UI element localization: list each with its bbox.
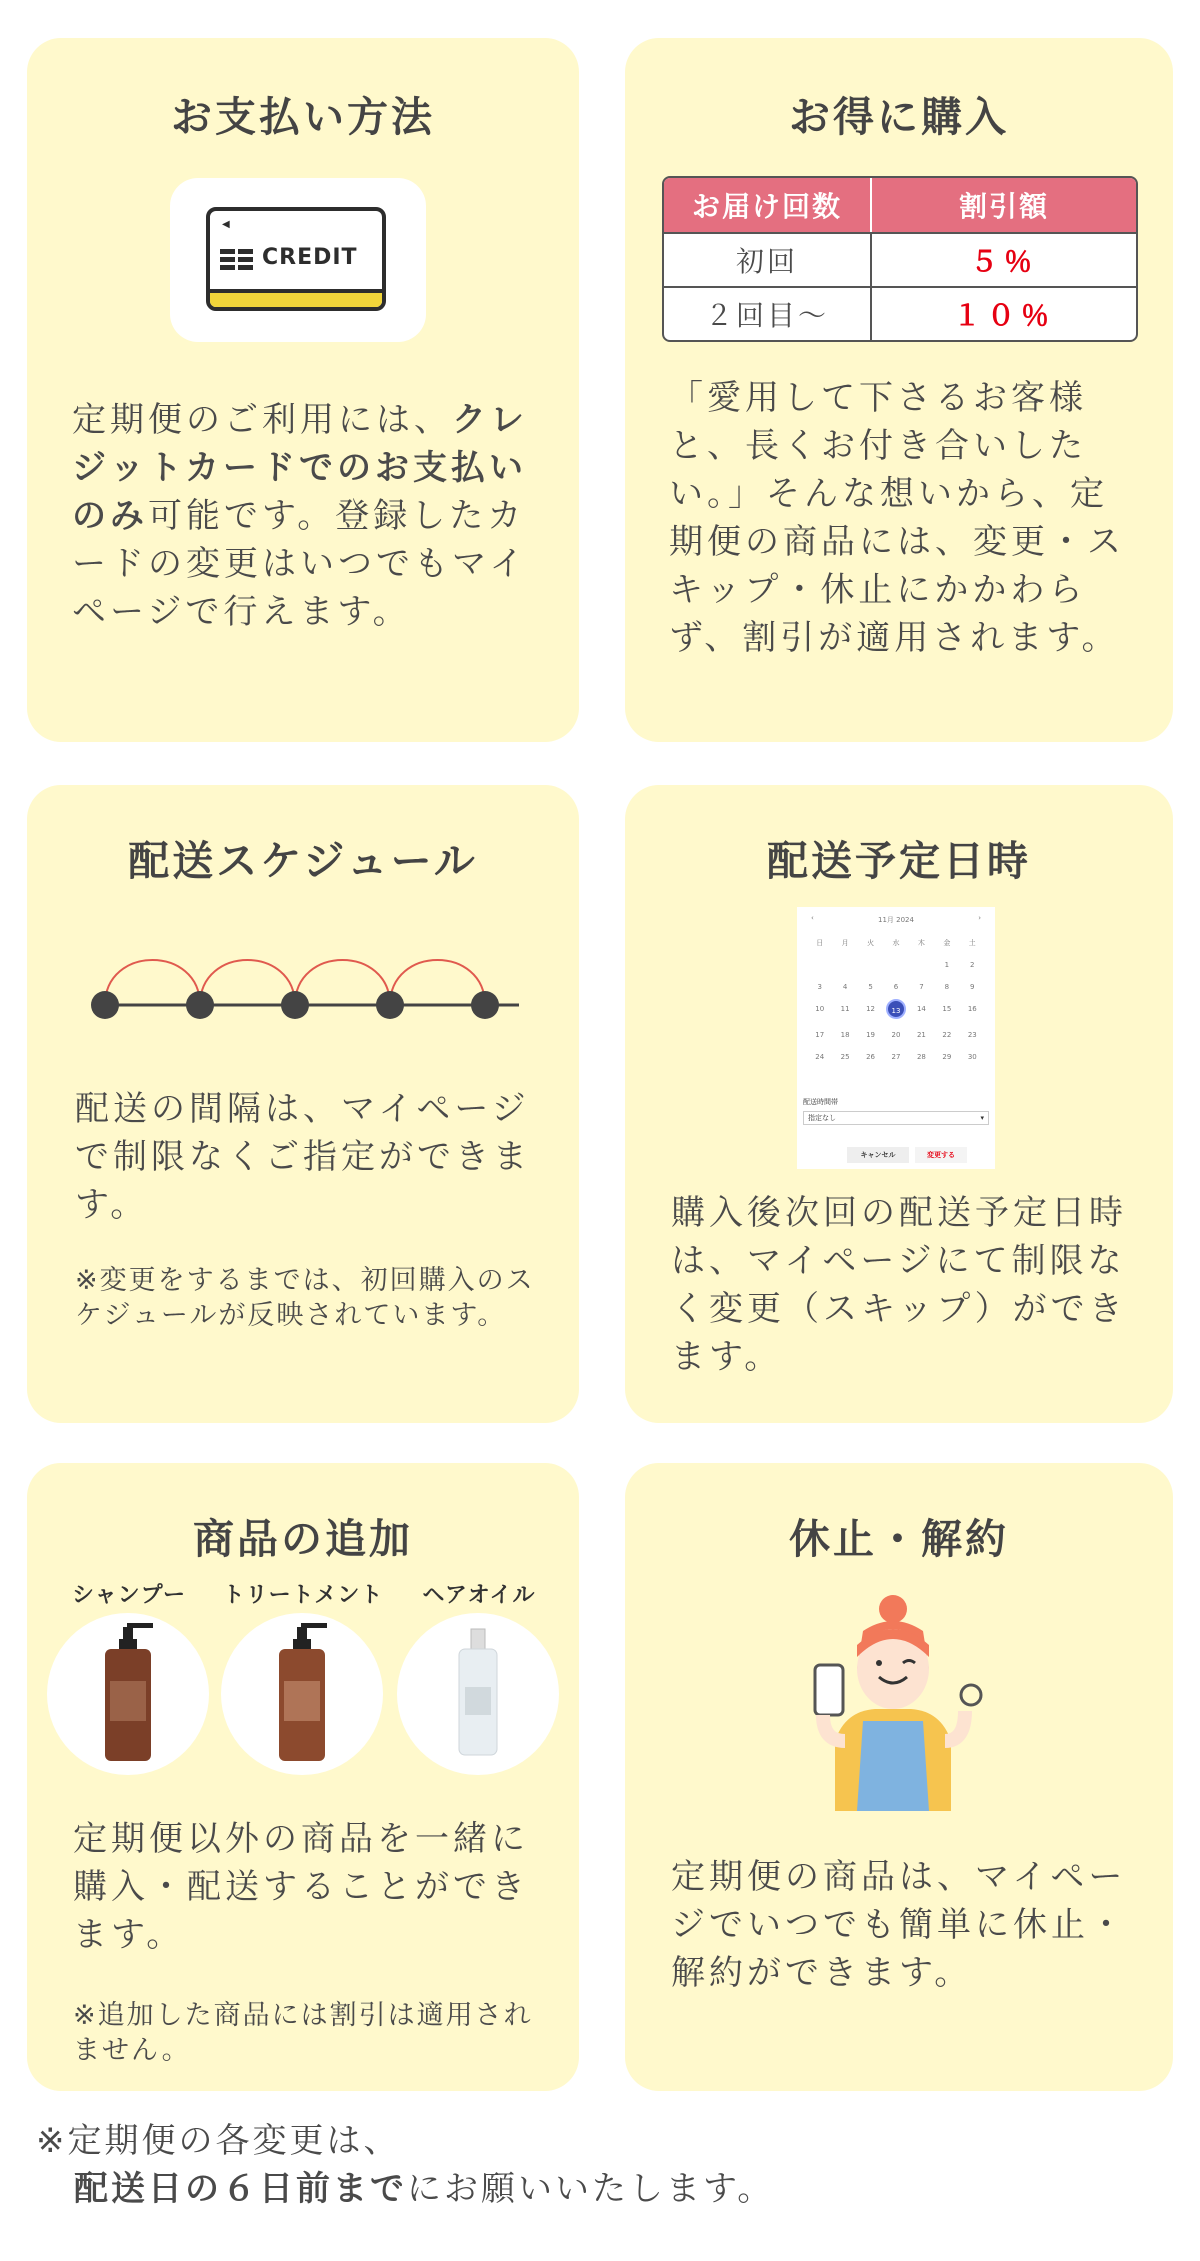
calendar-screenshot bbox=[797, 907, 995, 1169]
discount-table bbox=[662, 176, 1138, 342]
calendar-empty-cell bbox=[807, 959, 832, 971]
calendar-day[interactable]: 19 bbox=[866, 1031, 876, 1039]
calendar-day[interactable]: 3 bbox=[817, 983, 822, 991]
cancel-description: 定期便の商品は、マイページでいつでも簡単に休止・解約ができます。 bbox=[671, 1857, 1127, 1993]
calendar-empty-cell bbox=[883, 959, 908, 971]
calendar-weekday: 金 bbox=[943, 939, 951, 947]
calendar-weekday: 水 bbox=[892, 939, 900, 947]
calendar-day[interactable]: 13 bbox=[886, 999, 906, 1019]
calendar-empty-cell bbox=[909, 959, 934, 971]
schedule-interval-diagram bbox=[87, 953, 537, 1033]
card-chip-icon bbox=[220, 249, 254, 271]
table-cell-rate: １０％ bbox=[870, 286, 1136, 340]
discount-description: 「愛用して下さるお客様と、長くお付き合いしたい。」そんな想いから、定期便の商品には、変更・スキップ・休止にかかわらず、割引が適用されます。 bbox=[669, 378, 1125, 658]
product-image-shampoo bbox=[47, 1613, 209, 1775]
delivery-date-description: 購入後次回の配送予定日時は、マイページにて制限なく変更（スキップ）ができます。 bbox=[671, 1193, 1127, 1377]
discount-card bbox=[625, 38, 1173, 742]
calendar-day[interactable]: 23 bbox=[967, 1031, 977, 1039]
add-products-description: 定期便以外の商品を一緒に購入・配送することができます。 bbox=[73, 1819, 529, 1955]
calendar-day[interactable]: 24 bbox=[815, 1053, 825, 1061]
table-row bbox=[664, 232, 1136, 286]
calendar-day[interactable]: 29 bbox=[942, 1053, 952, 1061]
calendar-day[interactable]: 18 bbox=[840, 1031, 850, 1039]
change-button[interactable]: 変更する bbox=[915, 1147, 967, 1163]
payment-text-post: 可能です。登録したカードの変更はいつでもマイページで行えます。 bbox=[72, 496, 528, 632]
calendar-day[interactable]: 12 bbox=[866, 1005, 876, 1013]
calendar-day[interactable]: 1 bbox=[944, 961, 950, 969]
footer-note bbox=[36, 2117, 1136, 2213]
table-header-times: お届け回数 bbox=[664, 178, 870, 232]
calendar-day[interactable]: 20 bbox=[891, 1031, 901, 1039]
product-image-hair-oil bbox=[397, 1613, 559, 1775]
calendar-day[interactable]: 5 bbox=[868, 983, 873, 991]
credit-label: CREDIT bbox=[262, 245, 358, 270]
calendar-day[interactable]: 4 bbox=[842, 983, 848, 991]
calendar-day[interactable]: 6 bbox=[893, 983, 899, 991]
calendar-weekday: 木 bbox=[917, 939, 925, 947]
table-row bbox=[664, 286, 1136, 340]
calendar-day[interactable]: 28 bbox=[916, 1053, 926, 1061]
calendar-day[interactable]: 22 bbox=[942, 1031, 952, 1039]
product-label-treatment: トリートメント bbox=[222, 1583, 384, 1608]
payment-text-pre: 定期便のご利用には、 bbox=[72, 400, 452, 440]
arrow-icon: ◀ bbox=[222, 219, 230, 230]
calendar-empty-cell bbox=[832, 959, 857, 971]
calendar-weekday: 日 bbox=[816, 939, 824, 947]
payment-title: お支払い方法 bbox=[171, 93, 435, 141]
calendar-month: 11月 2024 bbox=[878, 916, 914, 924]
product-label-hair-oil: ヘアオイル bbox=[422, 1583, 536, 1608]
delivery-date-title: 配送予定日時 bbox=[767, 837, 1031, 885]
cancel-button[interactable]: キャンセル bbox=[847, 1147, 909, 1163]
calendar-day[interactable]: 10 bbox=[815, 1005, 825, 1013]
woman-with-phone-icon bbox=[805, 1591, 995, 1811]
add-products-note: ※追加した商品には割引は適用されません。 bbox=[73, 2000, 533, 2066]
calendar-empty-cell bbox=[858, 959, 883, 971]
calendar-day[interactable]: 26 bbox=[866, 1053, 876, 1061]
calendar-day[interactable]: 7 bbox=[919, 983, 924, 991]
hair-oil-bottle-icon bbox=[397, 1613, 559, 1775]
calendar-day[interactable]: 8 bbox=[944, 983, 950, 991]
table-header-row bbox=[664, 178, 1136, 232]
calendar-day[interactable]: 9 bbox=[970, 983, 975, 991]
prev-month-icon[interactable]: ‹ bbox=[811, 914, 814, 922]
table-cell-times: ２回目～ bbox=[664, 286, 870, 340]
delivery-date-card bbox=[625, 785, 1173, 1423]
calendar-weekday: 土 bbox=[968, 939, 976, 947]
payment-text-bold: クレジットカードでのお支払いのみ bbox=[72, 400, 528, 536]
calendar-weekday: 月 bbox=[841, 939, 849, 947]
footer-prefix: ※定期便の各変更は、 bbox=[36, 2121, 401, 2161]
footer-deadline: 配送日の６日前まで bbox=[74, 2169, 407, 2209]
add-products-title: 商品の追加 bbox=[193, 1515, 413, 1563]
discount-title: お得に購入 bbox=[789, 93, 1009, 141]
calendar-grid bbox=[807, 937, 985, 1063]
add-products-card bbox=[27, 1463, 579, 2091]
schedule-description: 配送の間隔は、マイページで制限なくご指定ができます。 bbox=[75, 1089, 531, 1225]
card-stripe bbox=[210, 289, 382, 307]
credit-card-illustration bbox=[170, 178, 426, 342]
calendar-day[interactable]: 21 bbox=[916, 1031, 926, 1039]
next-month-icon[interactable]: › bbox=[978, 914, 981, 922]
time-slot-select[interactable] bbox=[803, 1111, 989, 1125]
payment-description bbox=[72, 396, 542, 636]
credit-card-icon bbox=[206, 207, 386, 311]
chevron-down-icon: ▾ bbox=[980, 1114, 984, 1122]
schedule-note: ※変更をするまでは、初回購入のスケジュールが反映されています。 bbox=[75, 1265, 535, 1331]
time-slot-value: 指定なし bbox=[808, 1114, 836, 1122]
footer-line-2 bbox=[36, 2165, 1136, 2213]
product-image-treatment bbox=[221, 1613, 383, 1775]
calendar-day[interactable]: 17 bbox=[815, 1031, 825, 1039]
cancel-title: 休止・解約 bbox=[789, 1515, 1009, 1563]
calendar-day[interactable]: 27 bbox=[891, 1053, 901, 1061]
footer-suffix: にお願いいたします。 bbox=[407, 2169, 775, 2209]
calendar-day[interactable]: 30 bbox=[967, 1053, 977, 1061]
calendar-weekday: 火 bbox=[867, 939, 875, 947]
table-header-rate: 割引額 bbox=[870, 178, 1136, 232]
calendar-day[interactable]: 2 bbox=[970, 961, 975, 969]
schedule-title: 配送スケジュール bbox=[128, 837, 478, 885]
calendar-day[interactable]: 25 bbox=[840, 1053, 850, 1061]
shampoo-bottle-icon bbox=[47, 1613, 209, 1775]
treatment-bottle-icon bbox=[221, 1613, 383, 1775]
payment-card bbox=[27, 38, 579, 742]
product-label-shampoo: シャンプー bbox=[72, 1583, 186, 1608]
table-cell-rate: ５％ bbox=[870, 232, 1136, 286]
calendar-day[interactable]: 11 bbox=[840, 1005, 850, 1013]
calendar-day[interactable]: 16 bbox=[967, 1005, 977, 1013]
cancel-card bbox=[625, 1463, 1173, 2091]
time-slot-label: 配送時間帯 bbox=[803, 1098, 838, 1106]
table-cell-times: 初回 bbox=[664, 232, 870, 286]
schedule-card bbox=[27, 785, 579, 1423]
calendar-day[interactable]: 14 bbox=[916, 1005, 926, 1013]
calendar-day[interactable]: 15 bbox=[942, 1005, 952, 1013]
